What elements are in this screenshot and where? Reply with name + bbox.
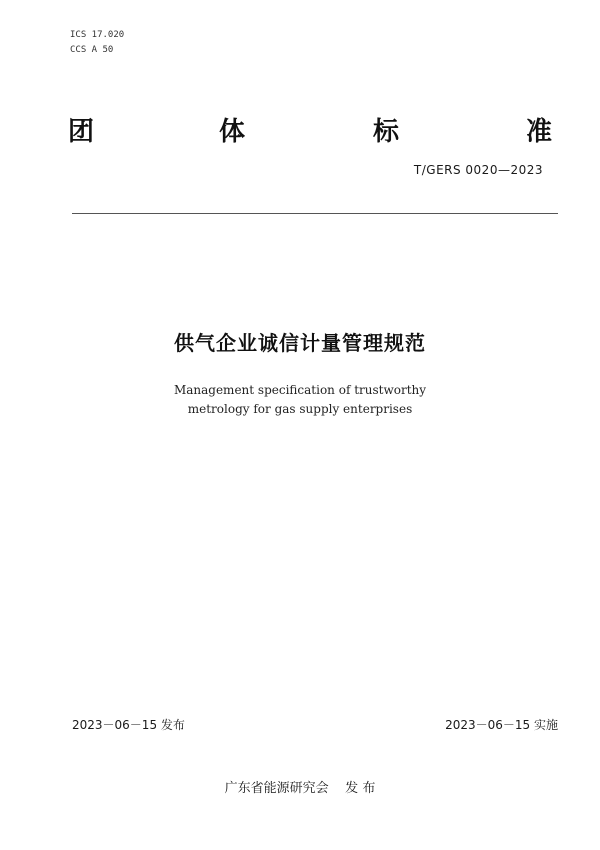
- standard-type-char: 标: [373, 117, 400, 147]
- ics-code: ICS 17.020: [70, 30, 125, 40]
- standard-type-char: 准: [526, 117, 553, 147]
- header-divider: [72, 213, 558, 214]
- standard-type-heading: [0, 112, 600, 152]
- issue-date: 2023－06－15 发布: [72, 718, 185, 732]
- standard-type-char: 团: [68, 117, 95, 147]
- document-title-english: Management specification of trustworthy metrology for gas supply enterprises: [173, 383, 427, 416]
- standard-number: T/GERS 0020—2023: [413, 163, 543, 177]
- publisher: 广东省能源研究会 发 布: [224, 781, 376, 796]
- ccs-code: CCS A 50: [70, 45, 114, 55]
- document-title-chinese: 供气企业诚信计量管理规范: [174, 331, 426, 355]
- standard-type-char: 体: [219, 117, 246, 147]
- classification-codes: [70, 28, 124, 58]
- implementation-date: 2023－06－15 实施: [445, 718, 558, 732]
